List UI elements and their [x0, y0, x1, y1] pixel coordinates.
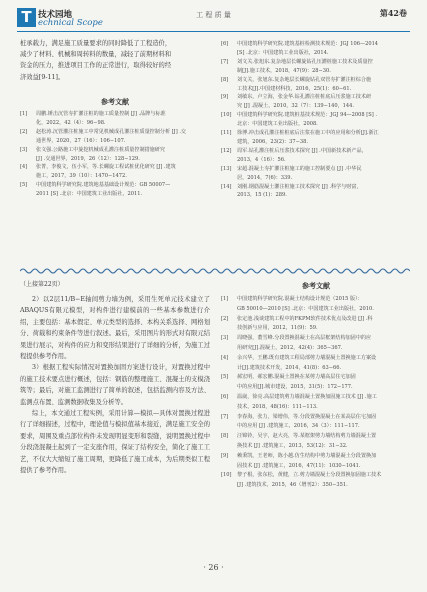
- wavy-divider: [20, 266, 410, 276]
- reference-text: 施工，2017，39（10）：1470−1472.: [36, 173, 127, 180]
- reference-text: 宋超.混凝土夯扩灌注桩施工的施工控制要点 [J] .中华民: [237, 165, 362, 172]
- reference-number: [2]: [221, 315, 229, 322]
- text-line: 济效益[9-11]。: [20, 73, 65, 81]
- reference-text: 张文强.公路施工中旋挖机械成孔灌注桩质量控制措施研究: [36, 146, 165, 153]
- reference-number: [5]: [20, 182, 28, 189]
- reference-item: [221, 93, 413, 111]
- reference-number: [8]: [221, 433, 229, 440]
- reference-item: [221, 76, 413, 94]
- reference-item: [221, 413, 413, 433]
- reference-text: 张菁，李俊文，伍小军，等.长螺旋工程试桩优化研究 [J] .建筑: [36, 164, 176, 171]
- reference-text: 技术，2018，48(16)：111−113.: [237, 403, 318, 410]
- reference-item: [221, 129, 413, 147]
- reference-number: [6]: [221, 393, 229, 400]
- reference-item: [221, 471, 413, 491]
- reference-number: [7]: [221, 58, 229, 65]
- reference-number: [1]: [20, 111, 28, 117]
- reference-text: 中国建筑科学研究院.建筑桩基技术规范：JGJ 94—2008 [S] .: [237, 112, 377, 119]
- reference-number: [6]: [221, 41, 229, 47]
- page-number: · 26 ·: [203, 563, 224, 572]
- reference-text: [J] .交通世界，2019，26（12）：128−129.: [36, 155, 140, 162]
- reference-text: 居，2014，7(6)：339.: [237, 174, 293, 181]
- reference-item: [20, 146, 212, 164]
- reference-text: 换技术 [J] .建筑施工，2013，53(12)：31−32.: [237, 442, 348, 449]
- reference-number: [9]: [221, 452, 229, 459]
- references-heading: 参考文献: [302, 281, 330, 290]
- paragraph: 2）以2层11/B−E轴间剪力墙为例，采用生死单元技术建立了ABAQUS有限元模型，对构件进行建模前的一些基本参数进行介绍，主要包括：基本假定、单元类型的选择、本构关系选择、网格划分、荷载和约束条件等进行叙述。最后，采用图片的形式对有限元结果进行展示，对构件的应力和变形结果进行了详细的分析，为施工过程提供参考作用。: [20, 296, 210, 361]
- reference-text: 2013，4（16）：56.: [237, 156, 286, 163]
- journal-name: 工 程 质 量: [196, 11, 231, 19]
- reference-number: [13]: [221, 165, 232, 172]
- reference-number: [11]: [221, 130, 232, 137]
- reference-text: 黎子根，张东松，黄健，立.剪力墙混凝土分段置换加固施工技术: [237, 472, 382, 479]
- reference-number: [10]: [221, 472, 232, 479]
- reference-list-bottom: [221, 295, 413, 491]
- text-line: 桩承载力，满足施工质量要求的同时降低了工程造价，: [20, 40, 172, 47]
- reference-text: 计[J].建筑技术开发，2014，41(8)：63−66.: [237, 364, 342, 371]
- reference-text: 中国建筑科学研究院.混凝土结构设计规范（2015 版）：: [237, 296, 363, 302]
- reference-item: [20, 128, 212, 146]
- reference-text: 北京：中国建筑工业出版社，2008.: [237, 121, 318, 128]
- reference-text: 赖秉凯，王老师，陈小越.仿生结构中剪力墙混凝土分段置换加: [237, 452, 377, 459]
- journal-logo: T: [17, 8, 36, 27]
- reference-item: [221, 354, 413, 374]
- reference-text: 通世界，2020，27（16）：106−107.: [36, 137, 126, 144]
- reference-item: [221, 295, 413, 315]
- reference-number: [3]: [20, 146, 28, 153]
- reference-text: 郝宏明，郝宏鹏.混凝土置换在某剪力墙高层住宅加固: [237, 374, 356, 381]
- reference-text: 建筑，2006，23(2)：37−38.: [237, 138, 308, 145]
- reference-item: [20, 163, 212, 181]
- reference-number: [7]: [221, 413, 229, 420]
- reference-text: 中的应用[J].城市建设，2015，31(5)：172−177.: [237, 384, 353, 391]
- volume-number: 第42卷: [379, 8, 407, 18]
- reference-number: [12]: [221, 147, 232, 154]
- reference-list-right: [221, 40, 413, 200]
- reference-text: 技创新与应用，2012，11(9)：59.: [237, 325, 318, 332]
- text-line: 减少了材料、机械和周转料的数量，减轻了前期材料和: [20, 51, 172, 59]
- reference-item: [20, 110, 212, 128]
- text-line: 资金的压力，推进项目工作的正常进行，取得较好的经: [20, 62, 172, 70]
- header-rule: [17, 31, 410, 32]
- reference-number: [8]: [221, 76, 229, 83]
- reference-text: 汪锦铃，吴宇，赵大亮，等.某框架剪力墙结构剪力墙混凝土置: [237, 433, 377, 440]
- reference-text: 周晓强，董雪峰.分段置换混凝土在高层框架结构加固中的应: [237, 335, 372, 342]
- reference-text: 中国建筑科学研究院.建筑地基基础设计规范：GB 50007—: [36, 182, 171, 189]
- reference-text: 温崴，徐亮.高层建筑剪力墙混凝土置换加固施工技术 [J] .施工: [237, 393, 377, 400]
- reference-item: [221, 40, 413, 58]
- reference-text: 究 [J] .混凝土，2010，32（7）：139−140，144.: [237, 103, 355, 110]
- continued-note: （上接第22页）: [20, 281, 64, 288]
- reference-text: 刘敏东，卢立海，张金华.钻孔灌注桩桩底后压浆施工技术研: [237, 94, 372, 101]
- reference-text: 赵松涛.沉管灌注桩施工中常见机械成孔灌注桩质量控制分析 [J] .交: [36, 128, 187, 135]
- reference-text: 李春海，张力，梁增伟，等.分段置换混凝土在某高层住宅加固: [237, 413, 377, 420]
- reference-item: [221, 165, 413, 183]
- reference-text: [J] .建筑技术，2015，46（增刊2）：350−351.: [237, 482, 348, 489]
- paragraph: 3）根据工程实际情况对置换加固方案进行设计，对置换过程中的施工技术要点进行概述，包括：钢筋的整理施工、混凝土的支模浇筑等；最后，对施工监测进行了简单的叙述，包括监测内容及方法、监测点布置、监测数据收集及分析等。: [20, 364, 210, 406]
- references-heading: 参考文献: [101, 97, 129, 106]
- reference-text: 张定池.浅谈建筑工程中的FKPM软件技术优点及改进 [J] .科: [237, 315, 373, 322]
- paragraph: 综上，本文通过工程实例，采用计算—模拟—具体对置换过程进行了详细描述，过程中，理论值与模拟值基本接近，满足施工安全的要求，周围及重点部位构件未发现明显变形和裂缝，说明置换过程中分段浇混凝土起到了一定支座作用，保证了结构安全，简化了施工工艺，不仅大大缩短了施工周期，更降低了施工成本，为后期类似工程提供了参考作用。: [20, 410, 210, 475]
- reference-text: 中的应用 [J] .建筑施工，2016，34（3）：111−117.: [237, 423, 360, 430]
- reference-item: [221, 334, 413, 354]
- section-title-cn: 技术园地: [38, 10, 73, 20]
- reference-text: [S] .北京：中国建筑工业出版社，2014.: [237, 49, 329, 56]
- reference-list-left: [20, 110, 212, 199]
- reference-item: [221, 111, 413, 129]
- reference-text: 用研究[J].混凝土，2012，42(4)：365−367.: [237, 344, 343, 351]
- reference-number: [1]: [221, 296, 229, 302]
- reference-text: 工技术[J].中国建材科技，2016，25(1)：60−61.: [237, 85, 352, 92]
- conclusions-body: [20, 294, 210, 477]
- reference-item: [221, 315, 413, 335]
- reference-number: [3]: [221, 335, 229, 342]
- reference-text: 余兴华，王鹏.既有建筑工程局部剪力墙混凝土置换施工方案设: [237, 354, 377, 361]
- reference-item: [221, 373, 413, 393]
- reference-text: 制[J].施工技术，2018，47(9)：28−30.: [237, 67, 331, 74]
- reference-number: [4]: [20, 164, 28, 171]
- reference-text: 中国建筑科学研究院.建筑基桩检测技术规范：JGJ 106—2014: [237, 41, 379, 47]
- reference-text: 徐博.冲击成孔灌注桩桩底后注浆在施工中的应用和分析[J].浙江: [237, 130, 379, 137]
- reference-text: 刘文关.张旭东.复杂地层长螺旋钻孔压灌桩施工技术及质量控: [237, 58, 373, 65]
- reference-text: 固技术 [J] .建筑施工，2016，47(11)：1030−1041.: [237, 462, 361, 469]
- reference-text: 2013，15 (1)：289.: [237, 192, 287, 199]
- reference-text: 2011 [S] .北京：中国建筑工业出版社，2011.: [36, 191, 143, 198]
- reference-text: 刘文关，张旭东.复杂地层长螺旋钻孔双管夯扩灌注桩综合施: [237, 76, 372, 83]
- reference-item: [221, 147, 413, 165]
- reference-text: 刘刚.钢筋混凝土灌注桩施工技术探究 [J] .科学与财富，: [237, 183, 362, 190]
- reference-item: [221, 452, 413, 472]
- conclusion-paragraph: [20, 38, 210, 83]
- reference-number: [14]: [221, 183, 232, 190]
- reference-item: [221, 432, 413, 452]
- reference-number: [9]: [221, 94, 229, 101]
- reference-item: [20, 181, 212, 199]
- reference-number: [4]: [221, 354, 229, 361]
- reference-text: 周鹏.锤击沉管夯扩灌注桩的施工质量控制 [J] .品牌与标准: [36, 111, 166, 117]
- reference-item: [221, 183, 413, 201]
- reference-number: [5]: [221, 374, 229, 381]
- reference-text: 周军.钻孔灌注桩后压浆技术探究 [J] .中国新技术新产品，: [237, 147, 367, 154]
- reference-number: [10]: [221, 112, 232, 119]
- section-title-en: echnical Scope: [38, 18, 103, 28]
- reference-item: [221, 393, 413, 413]
- reference-text: GB 50010—2010 [S] .北京：中国建筑工业出版社，2010.: [237, 305, 374, 312]
- reference-text: 化，2022，42（4）：96−98.: [36, 119, 106, 126]
- reference-item: [221, 58, 413, 76]
- reference-number: [2]: [20, 128, 28, 135]
